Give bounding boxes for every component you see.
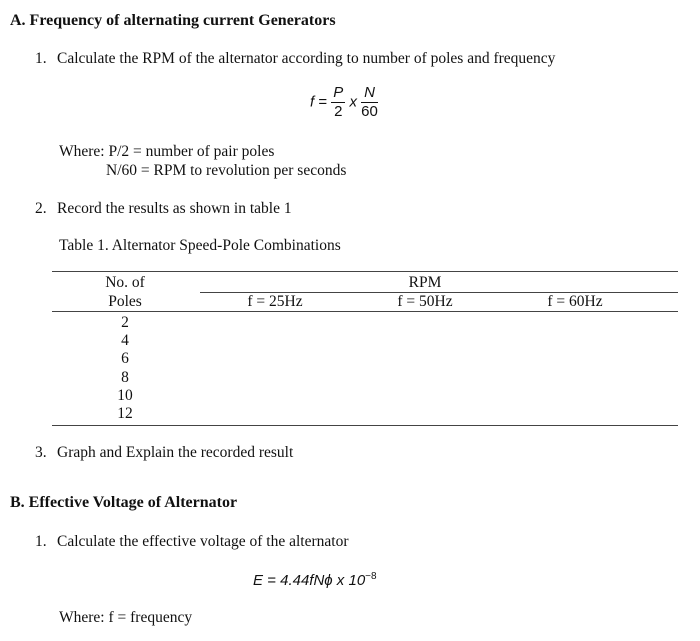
- header-rpm: RPM: [408, 274, 442, 291]
- header-f25: f = 25Hz: [247, 293, 303, 310]
- section-a-heading: A. Frequency of alternating current Generators: [10, 12, 336, 29]
- formula-lhs: f: [310, 93, 315, 111]
- fraction-numerator: N: [361, 84, 378, 103]
- header-no-of: No. of: [105, 274, 145, 291]
- table-caption: Table 1. Alternator Speed-Pole Combinations: [59, 237, 341, 254]
- list-number: 2.: [35, 200, 47, 217]
- list-item-b1: [35, 533, 349, 551]
- fraction-n-over-60: [361, 84, 378, 121]
- table-top-rule: [52, 271, 678, 272]
- table-row: 12: [117, 405, 133, 422]
- where-pair-poles: Where: P/2 = number of pair poles: [59, 143, 275, 160]
- fraction-numerator: P: [333, 84, 344, 101]
- list-text: Calculate the RPM of the alternator according to number of poles and frequency: [57, 50, 556, 67]
- table-row: 4: [121, 332, 129, 349]
- list-number: 3.: [35, 444, 47, 461]
- table-row: 2: [121, 314, 129, 331]
- table-row: 6: [121, 350, 129, 367]
- rpm-formula: [310, 84, 378, 121]
- header-f60: f = 60Hz: [547, 293, 603, 310]
- header-poles: Poles: [108, 293, 142, 310]
- table-row: 10: [117, 387, 133, 404]
- formula-equals: =: [318, 93, 328, 111]
- list-number: 1.: [35, 533, 47, 550]
- table-header-rule: [52, 311, 678, 312]
- fraction-denominator: 60: [361, 103, 378, 120]
- list-text: Graph and Explain the recorded result: [57, 444, 294, 461]
- list-item-a3: [35, 444, 293, 462]
- where-rpm: N/60 = RPM to revolution per seconds: [106, 162, 347, 179]
- formula-times: x: [349, 93, 357, 111]
- fraction-p-over-2: [331, 84, 345, 121]
- where-frequency: Where: f = frequency: [59, 609, 193, 626]
- list-item-a2: [35, 200, 292, 218]
- section-b-heading: B. Effective Voltage of Alternator: [10, 494, 238, 511]
- table-row: 8: [121, 369, 129, 386]
- list-text: Calculate the effective voltage of the alternator: [57, 533, 349, 550]
- list-text: Record the results as shown in table 1: [57, 200, 292, 217]
- list-number: 1.: [35, 50, 47, 67]
- table-bottom-rule: [52, 425, 678, 426]
- header-f50: f = 50Hz: [397, 293, 453, 310]
- formula-exponent: −8: [365, 571, 377, 582]
- voltage-formula: [253, 571, 377, 589]
- formula-main: E = 4.44fNϕ x 10: [253, 572, 366, 589]
- fraction-denominator: 2: [334, 103, 343, 120]
- list-item-a1: [35, 50, 555, 68]
